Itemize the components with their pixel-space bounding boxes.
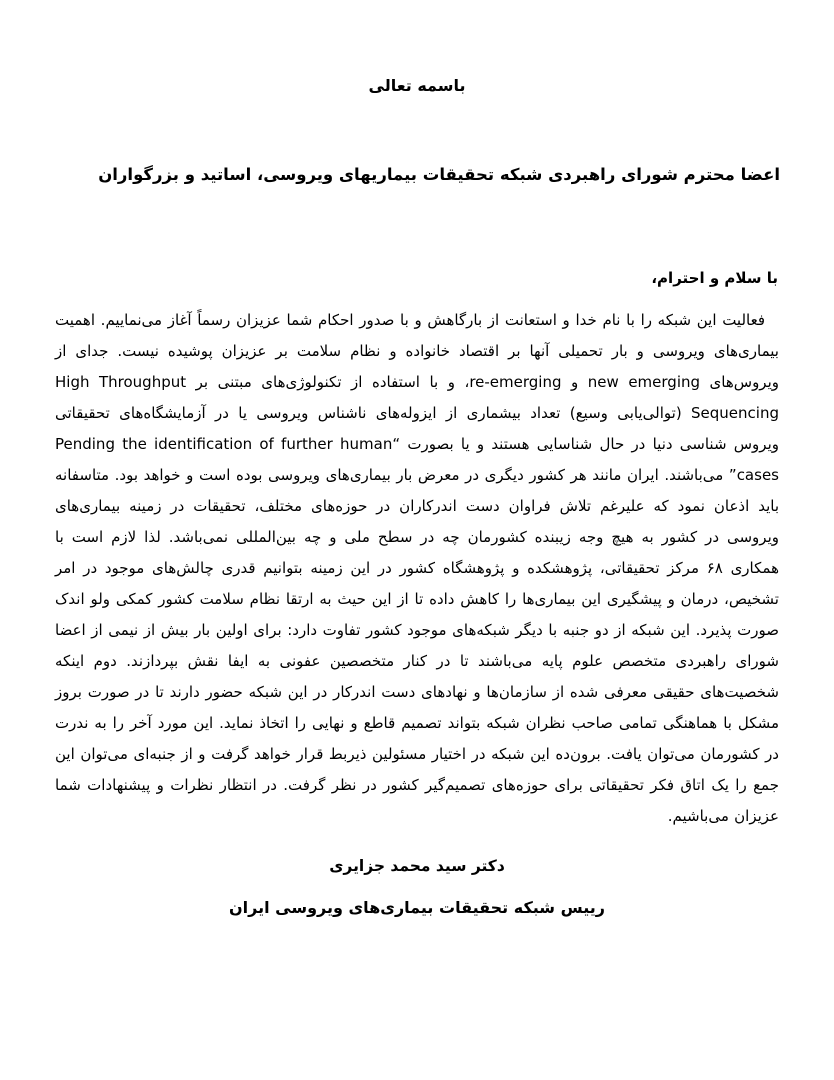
salutation-line: با سلام و احترام،	[651, 269, 778, 287]
signature-title: رییس شبکه تحقیقات بیماری‌های ویروسی ایران	[229, 898, 605, 917]
bismillah-header: باسمه تعالی	[368, 76, 466, 95]
signature-name: دکتر سید محمد جزایری	[329, 857, 505, 875]
letter-heading: اعضا محترم شورای راهبردی شبکه تحقیقات بیماریهای ویروسی، اساتید و بزرگواران	[98, 165, 780, 184]
letter-body-paragraph: فعالیت این شبکه را با نام خدا و استعانت از بارگاهش و با صدور احکام شما عزیزان رسماً آغاز می‌نماییم. اهمیت بیماری‌های ویروسی و بار تحمیلی آنها بر اقتصاد خانواده و نظام سلامت بر عزیزان پوشیده نیست. جدای از ویروس‌های new emerging و re-emerging، و با استفاده از تکنولوژی‌های مبتنی بر High Throughput Sequencing (توالی‌یابی وسیع) تعداد بیشماری از ایزوله‌های ناشناس ویروسی یا در آزمایشگاه‌های تحقیقاتی ویروس شناسی دنیا در حال شناسایی هستند و یا بصورت “Pending the identification of further human cases” می‌باشند. ایران مانند هر کشور دیگری در معرض بار بیماری‌های ویروسی بوده است و خواهد بود. متاسفانه باید اذعان نمود که علیرغم تلاش فراوان دست اندرکاران در حوزه‌های مختلف، تحقیقات در زمینه بیماری‌های ویروسی در کشور به هیچ وجه زیبنده کشورمان چه در سطح ملی و چه بین‌المللی نمی‌باشد. لذا لازم است با همکاری ۶۸ مرکز تحقیقاتی، پژوهشکده و پژوهشگاه کشور در این زمینه بتوانیم قدری چالش‌های موجود در امر تشخیص، درمان و پیشگیری این بیماری‌ها را کاهش داده تا از این حیث به ارتقا نظام سلامت کشور کمکی ولو اندک صورت پذیرد. این شبکه از دو جنبه با دیگر شبکه‌های موجود کشور تفاوت دارد: برای اولین بار بیش از نیمی از اعضا شورای راهبردی متخصص علوم پایه می‌باشند تا در کنار متخصصین عفونی به ایفا نقش بپردازند. دوم اینکه شخصیت‌های حقیقی معرفی شده از سازمان‌ها و نهادهای دست اندرکار در این شبکه حضور دارند تا در صورت بروز مشکل با هماهنگی تمامی صاحب نظران شبکه بتواند تصمیم قاطع و نهایی را اتخاذ نماید. این مورد آخر را به ندرت در کشورمان می‌توان یافت. برون‌ده این شبکه در اختیار مسئولین ذیربط قرار خواهد گرفت و از جنبه‌ای می‌توان این جمع را یک اتاق فکر تحقیقاتی برای حوزه‌های تصمیم‌گیر کشور در نظر گرفت. در انتظار نظرات و پیشنهادات شما عزیزان می‌باشیم.	[55, 311, 780, 825]
